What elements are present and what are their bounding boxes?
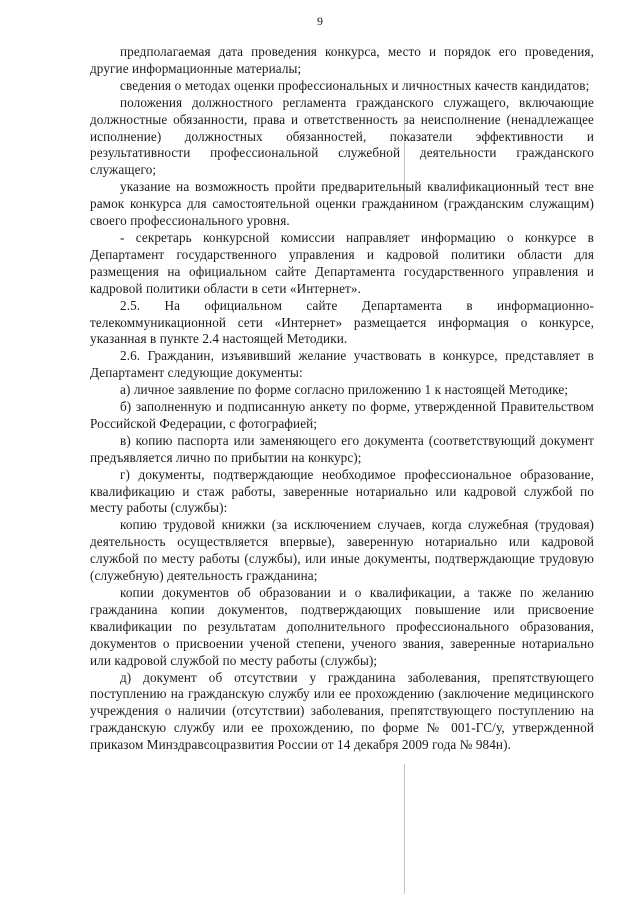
paragraph: сведения о методах оценки профессиональных и личностных качеств кандидатов; [120,77,590,93]
paragraph: предполагаемая дата проведения конкурса, место и порядок его проведения, другие информационные материалы; [90,44,594,76]
paragraph: копию трудовой книжки (за исключением случаев, когда служебная (трудовая) деятельность осуществляется впервые), заверенную нотариально или кадровой службой по месту работы (службы), или иные документы, подтверждающие трудовую (служебную) деятельность гражданина; [90,517,594,584]
paragraph: указание на возможность пройти предварительный квалификационный тест вне рамок конкурса для самостоятельной оценки гражданином (гражданским служащим) своего профессионального уровня. [90,179,594,229]
paragraph: г) документы, подтверждающие необходимое профессиональное образование, квалификацию и стаж работы, заверенные нотариально или кадровой службой по месту работы (службы): [90,466,594,516]
paragraph: 2.6. Гражданин, изъявивший желание участвовать в конкурсе, представляет в Департамент следующие документы: [90,348,594,381]
scan-fold-line [404,764,405,894]
paragraph: а) личное заявление по форме согласно приложению 1 к настоящей Методике; [120,382,569,398]
paragraph: положения должностного регламента гражданского служащего, включающие должностные обязанности, права и ответственность за неисполнение (ненадлежащее исполнение) должностных обязанностей, показатели эффективности и результативности профессиональной служебной деятельности гражданского служащего; [90,94,594,178]
paragraph: копии документов об образовании и о квалификации, а также по желанию гражданина копии документов, подтверждающих повышение или присвоение квалификации по результатам дополнительного профессионального образования, документов о присвоении ученой степени, ученого звания, заверенные нотариально или кадровой службой по месту работы (службы); [90,585,594,668]
page-number: 9 [317,14,323,28]
paragraph: в) копию паспорта или заменяющего его документа (соответствующий документ предъявляется лично по прибытии на конкурс); [90,432,594,465]
paragraph: б) заполненную и подписанную анкету по форме, утвержденной Правительством Российской Федерации, с фотографией; [90,399,594,431]
paragraph: - секретарь конкурсной комиссии направляет информацию о конкурсе в Департамент государственного управления и кадровой политики области для размещения на официальном сайте Департамента государственного управления и кадровой политики области в сети «Интернет». [90,229,594,296]
paragraph: 2.5. На официальном сайте Департамента в информационно-телекоммуникационной сети «Интернет» размещается информация о конкурсе, указанная в пункте 2.4 настоящей Методики. [90,297,594,347]
paragraph: д) документ об отсутствии у гражданина заболевания, препятствующего поступлению на гражданскую службу или ее прохождению (заключение медицинского учреждения о наличии (отсутствии) заболевания, препятствующего поступлению на гражданскую службу или ее прохождению, по форме № 001-ГС/у, утвержденной приказом Минздравсоцразвития России от 14 декабря 2009 года № 984н). [90,669,594,753]
document-body [90,44,594,754]
